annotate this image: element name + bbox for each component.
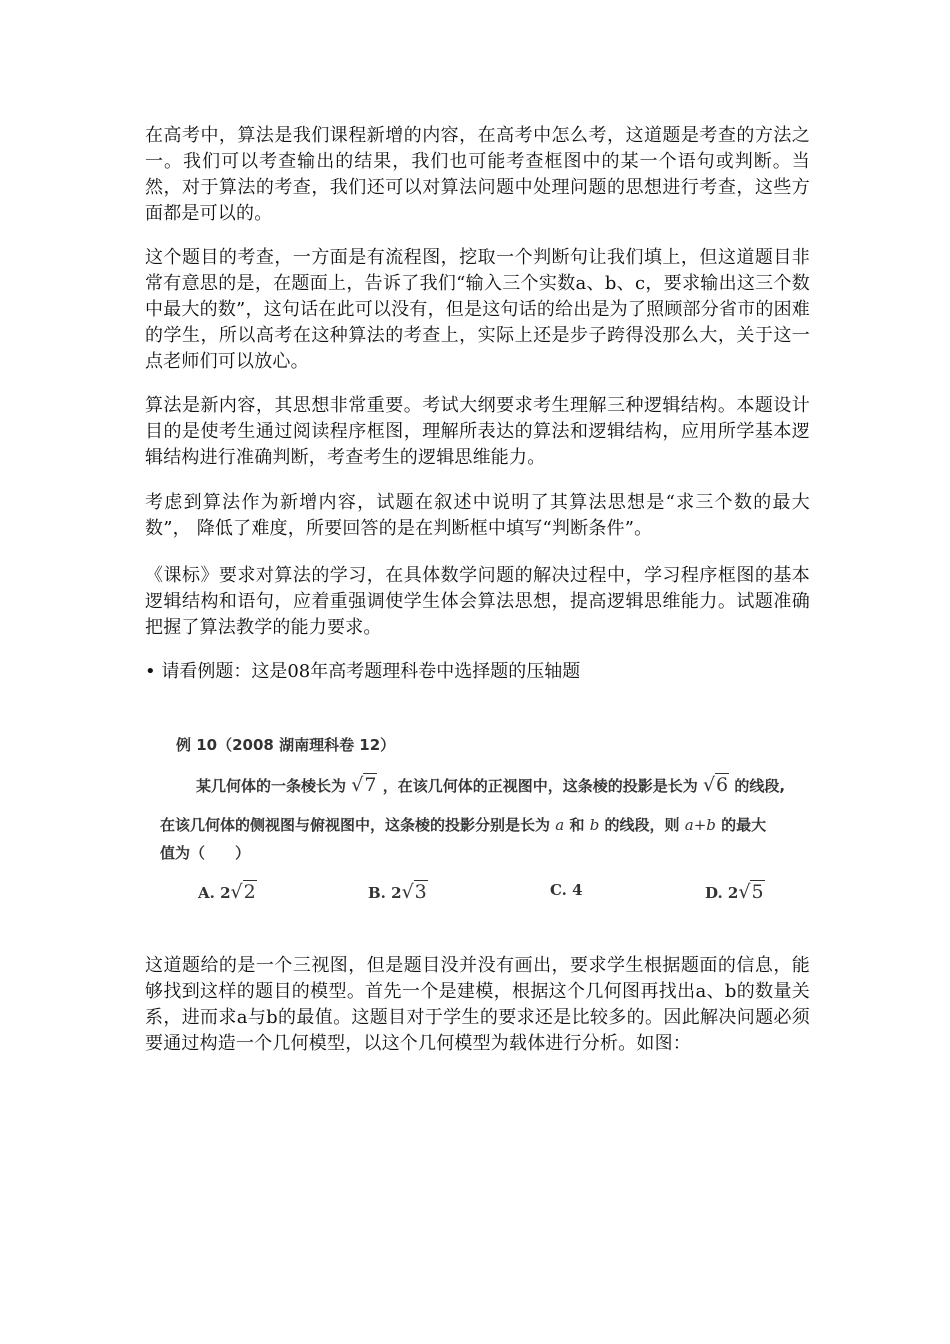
radicand: 2 (243, 881, 256, 903)
example-line-2 (160, 814, 766, 835)
example-title: 例 10（2008 湖南理科卷 12） (176, 736, 396, 754)
paragraph-three-view-analysis: 这道题给的是一个三视图，但是题目没并没有画出，要求学生根据题面的信息，能够找到这样的题目的模型。首先一个是建模，根据这个几何图再找出a、b的数量关系，进而求a与b的最值。这题目对于学生的要求还是比较多的。因此解决问题必须要通过构造一个几何模型，以这个几何模型为载体进行分析。如图： (145, 955, 810, 1054)
paragraph-exam-algorithm: 在高考中，算法是我们课程新增的内容，在高考中怎么考，这道题是考查的方法之一。我们可以考查输出的结果，我们也可能考查框图中的某一个语句或判断。当然，对于算法的考查，我们还可以对算法问题中处理问题的思想进行考查，这些方面都是可以的。 (145, 125, 810, 224)
example-text: 和 (569, 816, 585, 834)
sqrt-symbol: √3 (401, 881, 427, 903)
radicand: 6 (716, 774, 729, 796)
radicand: 7 (364, 774, 377, 796)
example-line-1 (196, 774, 785, 796)
bullet-example-intro: • 请看例题：这是08年高考题理科卷中选择题的压轴题 (145, 661, 581, 682)
paragraph-curriculum-standard: 《课标》要求对算法的学习，在具体数学问题的解决过程中，学习程序框图的基本逻辑结构和语句，应着重强调使学生体会算法思想，提高逻辑思维能力。试题准确把握了算法教学的能力要求。 (145, 565, 810, 638)
choice-a (198, 881, 257, 903)
choice-d (705, 881, 765, 903)
sqrt-symbol: √6 (702, 774, 729, 796)
sqrt-symbol: √2 (230, 881, 256, 903)
paragraph-flowchart-question: 这个题目的考查，一方面是有流程图，挖取一个判断句让我们填上，但这道题目非常有意思的是，在题面上，告诉了我们“输入三个实数a、b、c，要求输出这三个数中最大的数”，这句话在此可以没有，但是这句话的给出是为了照顾部分省市的困难的学生，所以高考在这种算法的考查上，实际上还是步子跨得没那么大，关于这一点老师们可以放心。 (145, 247, 810, 372)
variable-b: b (589, 816, 600, 834)
choice-label: A. 2 (198, 884, 231, 902)
choice-label: B. 2 (368, 884, 402, 902)
paragraph-algorithm-importance: 算法是新内容，其思想非常重要。考试大纲要求考生理解三种逻辑结构。本题设计目的是使考生通过阅读程序框图，理解所表达的算法和逻辑结构，应用所学基本逻辑结构进行准确判断，考查考生的逻辑思维能力。 (145, 395, 810, 468)
choice-label: D. 2 (705, 884, 739, 902)
example-line-3: 值为（ ） (160, 844, 251, 862)
radicand: 5 (751, 881, 764, 903)
example-text: 的线段，则 (604, 816, 680, 834)
sqrt-symbol: √5 (738, 881, 764, 903)
radicand: 3 (414, 881, 427, 903)
variable-a: a (555, 816, 565, 834)
paragraph-difficulty: 考虑到算法作为新增内容，试题在叙述中说明了其算法思想是“求三个数的最大数”， 降低了难度，所要回答的是在判断框中填写“判断条件”。 (145, 492, 810, 539)
sqrt-symbol: √7 (351, 774, 377, 796)
choice-label: C. 4 (550, 881, 583, 899)
example-text: 某几何体的一条棱长为 (196, 777, 347, 795)
example-text: 的最大 (721, 816, 767, 834)
example-text: 在该几何体的侧视图与俯视图中，这条棱的投影分别是长为 (160, 816, 551, 834)
choice-b (368, 881, 428, 903)
example-text: ，在该几何体的正视图中，这条棱的投影是长为 (382, 777, 698, 795)
example-problem-image (160, 730, 855, 910)
example-text: 的线段, (734, 777, 786, 795)
choice-c (550, 881, 583, 899)
expression-a-plus-b: a+b (684, 816, 716, 834)
